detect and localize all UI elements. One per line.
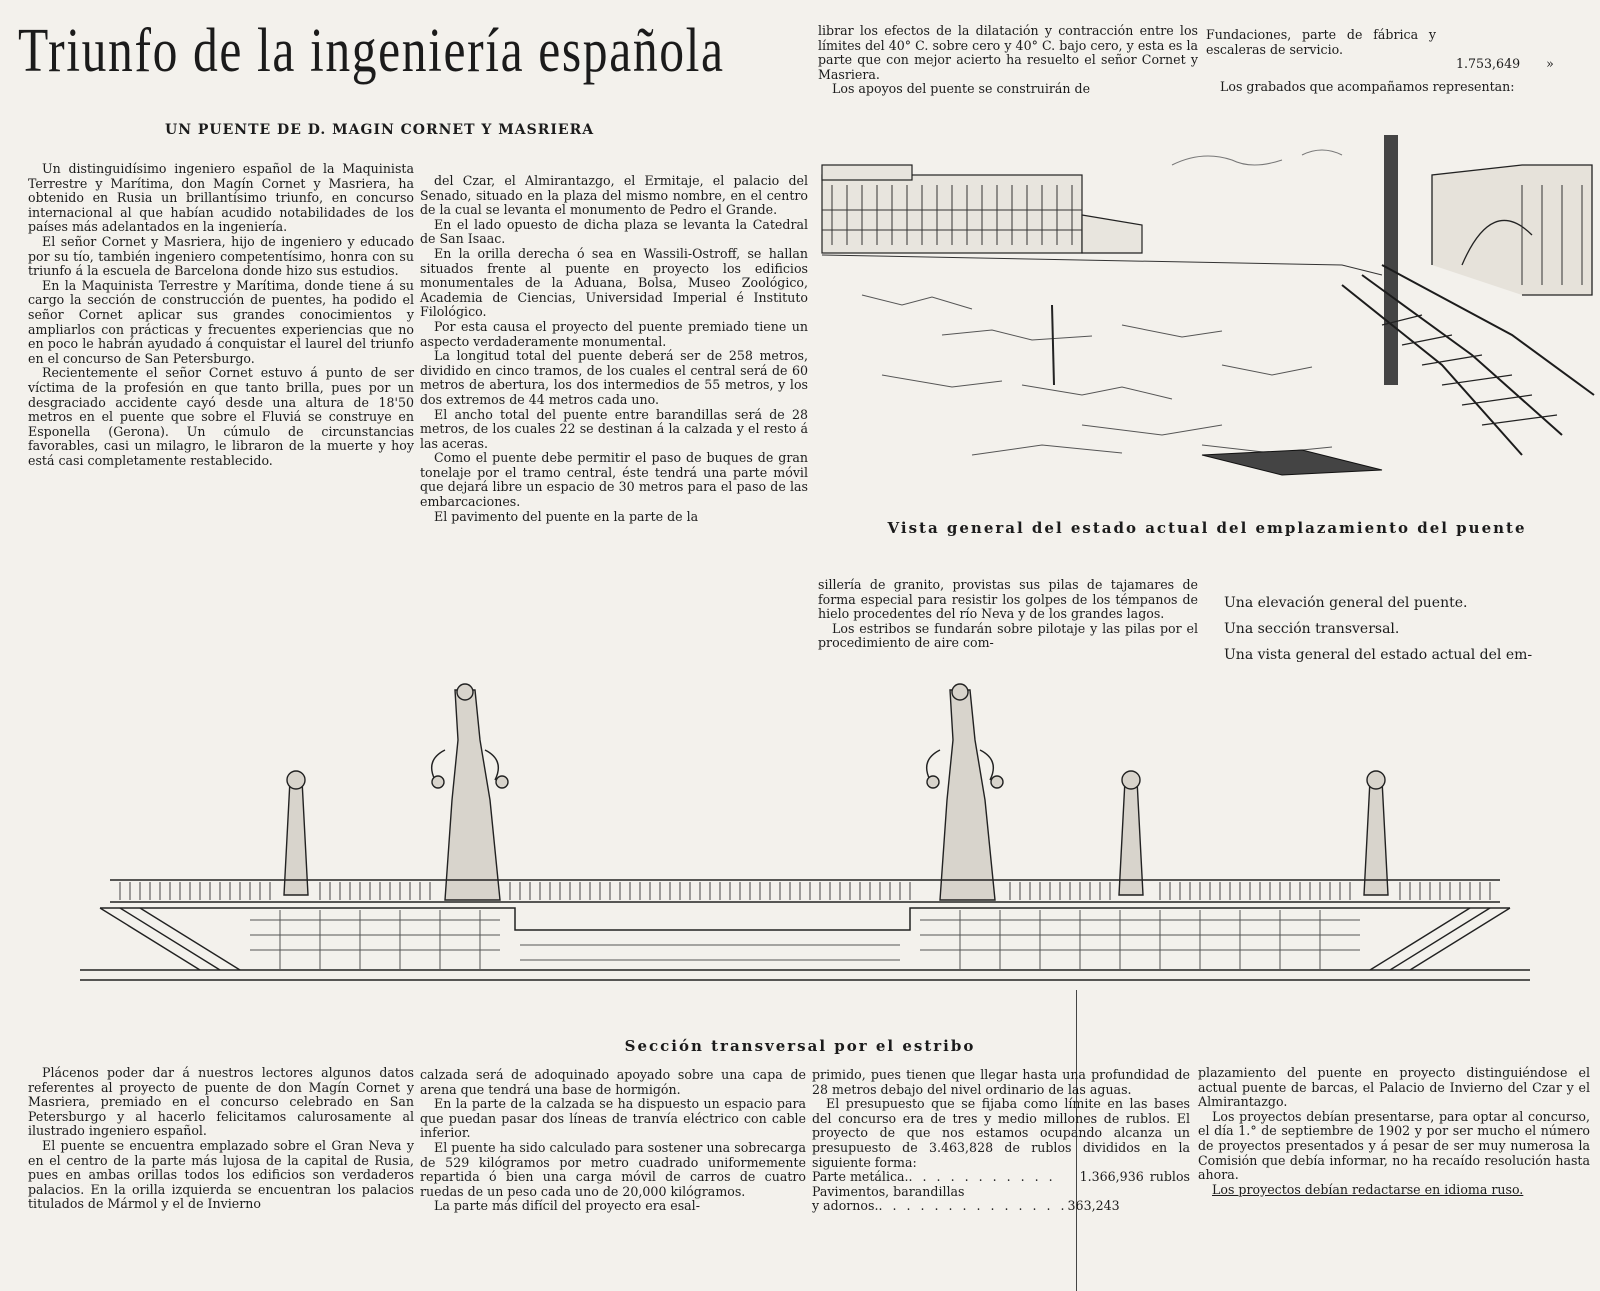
budget-value: 1.366,936 — [1079, 1169, 1144, 1185]
budget-leader: . . . . . . . . . . . . . . — [878, 1198, 1068, 1214]
engraving-item: Una sección transversal. — [1224, 621, 1400, 637]
paragraph: La longitud total del puente deberá ser de 258 metros, dividido en cinco tramos, de los cuales el central será de 60 metros de abertura, los dos intermedios de 55 metros, y los dos extremos de 44 metros cada uno. — [420, 348, 808, 407]
paragraph: Recientemente el señor Cornet estuvo á punto de ser víctima de la profesión en que tanto brilla, pues por un desgraciado accidente cayó desde una altura de 18'50 metros en el puente que sobre el Fluviá se construye en Esponella (Gerona). Un cúmulo de circunstancias favorables, casi un milagro, le libraron de la muerte y hoy está casi completamente restablecido. — [28, 365, 414, 468]
budget-value: 363,243 — [1067, 1198, 1120, 1214]
paragraph: En la Maquinista Terrestre y Marítima, donde tiene á su cargo la sección de construcción de puentes, ha podido el señor Cornet aplicar sus grandes conocimientos y ampliarlos con prácticas y frecuentes experiencias que no en poco le habrán ayudado á conquistar el laurel del triunfo en el concurso de San Petersburgo. — [28, 277, 414, 366]
paragraph: Un distinguidísimo ingeniero español de la Maquinista Terrestre y Marítima, don Magín Cornet y Masriera, ha obtenido en Rusia un brillantísimo triunfo, en concurso internacional al que habían acudido notabilidades de los países más adelantados en la ingeniería. — [28, 161, 414, 235]
engravings-list — [1224, 590, 1594, 668]
budget-unit: rublos — [1149, 1169, 1190, 1185]
budget-label: Pavimentos, barandillas — [812, 1183, 965, 1199]
engraving-item: Una vista general del estado actual del em- — [1224, 647, 1533, 663]
paragraph: El presupuesto que se fijaba como límite en las bases del concurso era de tres y medio millones de rublos. El proyecto de que nos estamos ocupando alcanza un presupuesto de 3.463,828 de rublos divididos en la siguiente forma: — [812, 1096, 1190, 1170]
subtitle: UN PUENTE DE D. MAGIN CORNET Y MASRIERA — [165, 122, 595, 138]
engraving-site-view — [822, 125, 1594, 515]
paragraph: Los estribos se fundarán sobre pilotaje y las pilas por el procedimiento de aire com- — [818, 620, 1198, 651]
budget-value: 1.753,649 — [1456, 56, 1521, 72]
budget-leader: . . . . . . . . . . . — [908, 1169, 1056, 1185]
paragraph: Plácenos poder dar á nuestros lectores algunos datos referentes al proyecto de puente de don Magín Cornet y Masriera, premiado en el concurso celebrado en San Petersburgo y al hacerlo felicitamos calurosamente al ilustrado ingeniero español. — [28, 1065, 414, 1139]
paragraph: Los proyectos debían redactarse en idioma ruso. — [1212, 1181, 1524, 1197]
article-column-bottom-4 — [1198, 1066, 1590, 1291]
headline: Triunfo de la ingeniería española — [18, 17, 725, 85]
paragraph: Los proyectos debían presentarse, para optar al concurso, el día 1.° de septiembre de 1902 y por ser mucho el número de proyectos presentados y á pesar de ser muy numerosa la Comisión que debía informar, no ha recaído resolución hasta ahora. — [1198, 1108, 1590, 1183]
paragraph: Los grabados que acompañamos representan: — [1220, 78, 1515, 94]
budget-line-foundations-value — [1206, 57, 1594, 72]
paragraph: En la parte de la calzada se ha dispuesto un espacio para que puedan pasar dos líneas de tranvía eléctrico con cable inferior. — [420, 1096, 806, 1141]
budget-label: Parte metálica. — [812, 1169, 909, 1185]
paragraph: En el lado opuesto de dicha plaza se levanta la Catedral de San Isaac. — [420, 216, 808, 247]
lamp-posts-illustration — [284, 684, 1388, 900]
engraving-item: Una elevación general del puente. — [1224, 595, 1468, 611]
budget-label: y adornos. — [812, 1198, 879, 1214]
budget-label: Fundaciones, parte de fábrica y escaleras de servicio. — [1206, 27, 1436, 57]
paragraph: Como el puente debe permitir el paso de buques de gran tonelaje por el tramo central, éste tendrá una parte móvil que dejará libre un espacio de 30 metros para el paso de las embarcaciones. — [420, 450, 808, 510]
column-illustration — [1384, 135, 1398, 385]
paragraph: Por esta causa el proyecto del puente premiado tiene un aspecto verdaderamente monumental. — [420, 318, 808, 349]
paragraph: El puente ha sido calculado para sostener una sobrecarga de 529 kilógramos por metro cuadrado uniformemente repartida ó bien una carga móvil de carros de cuatro ruedas de un peso cada uno de 20,000 kilógramos. — [420, 1139, 806, 1199]
paragraph: primido, pues tienen que llegar hasta una profundidad de 28 metros debajo del nivel ordinario de las aguas. — [812, 1067, 1190, 1097]
budget-line — [812, 1199, 1190, 1214]
paragraph: del Czar, el Almirantazgo, el Ermitaje, el palacio del Senado, situado en la plaza del mismo nombre, en el centro de la cual se levanta el monumento de Pedro el Grande. — [420, 173, 808, 218]
paragraph: librar los efectos de la dilatación y contracción entre los límites del 40° C. sobre cero y 40° C. bajo cero, y esta es la parte que con mejor acierto ha resuelto el señor Cornet y Masriera. — [818, 23, 1198, 82]
caption-bridge-section: Sección transversal por el estribo — [624, 1037, 976, 1055]
paragraph: La parte más difícil del proyecto era esal- — [434, 1198, 700, 1214]
article-column-3-top — [818, 24, 1198, 97]
paragraph: El puente se encuentra emplazado sobre el Gran Neva y en el centro de la parte más lujosa de la capital de Rusia, pues en ambas orillas todos los edificios son verdaderos palacios. En la orilla izquierda se encuentran los palacios titulados de Mármol y el de Invierno — [28, 1137, 414, 1212]
paragraph: calzada será de adoquinado apoyado sobre una capa de arena que tendrá una base de hormigón. — [420, 1067, 806, 1097]
paragraph: El ancho total del puente entre barandillas será de 28 metros, de los cuales 22 se destinan á la calzada y el resto á las aceras. — [420, 406, 808, 451]
budget-unit: » — [1546, 56, 1554, 72]
paragraph: El pavimento del puente en la parte de la — [434, 508, 699, 524]
paragraph: El señor Cornet y Masriera, hijo de ingeniero y educado por su tío, también ingeniero competentísimo, honra con su triunfo á la escuela de Barcelona donde hizo sus estudios. — [28, 233, 414, 279]
budget-line-foundations — [1206, 28, 1594, 57]
article-column-bottom-3 — [812, 1068, 1190, 1291]
engraving-bridge-section — [80, 680, 1530, 1010]
article-column-1 — [28, 162, 414, 468]
budget-line — [812, 1170, 1190, 1185]
paragraph: sillería de granito, provistas sus pilas de tajamares de forma especial para resistir los golpes de los témpanos de hielo procedentes del río Neva y de los grandes lagos. — [818, 577, 1198, 622]
article-column-3-middle — [818, 578, 1198, 651]
article-column-4-top — [1206, 28, 1594, 94]
article-column-bottom-2 — [420, 1068, 806, 1291]
article-column-bottom-1 — [28, 1066, 414, 1291]
paragraph: plazamiento del puente en proyecto distinguiéndose el actual puente de barcas, el Palacio de Invierno del Czar y el Almirantazgo. — [1198, 1065, 1590, 1110]
paragraph: Los apoyos del puente se construirán de — [832, 81, 1091, 97]
budget-line — [812, 1185, 1190, 1200]
article-column-2 — [420, 174, 808, 524]
caption-site-view: Vista general del estado actual del emplazamiento del puente — [887, 519, 1527, 537]
paragraph: En la orilla derecha ó sea en Wassili-Ostroff, se hallan situados frente al puente en proyecto los edificios monumentales de la Aduana, Bolsa, Museo Zoológico, Academia de Ciencias, Universidad Imperial é Instituto Filológico. — [420, 245, 808, 320]
